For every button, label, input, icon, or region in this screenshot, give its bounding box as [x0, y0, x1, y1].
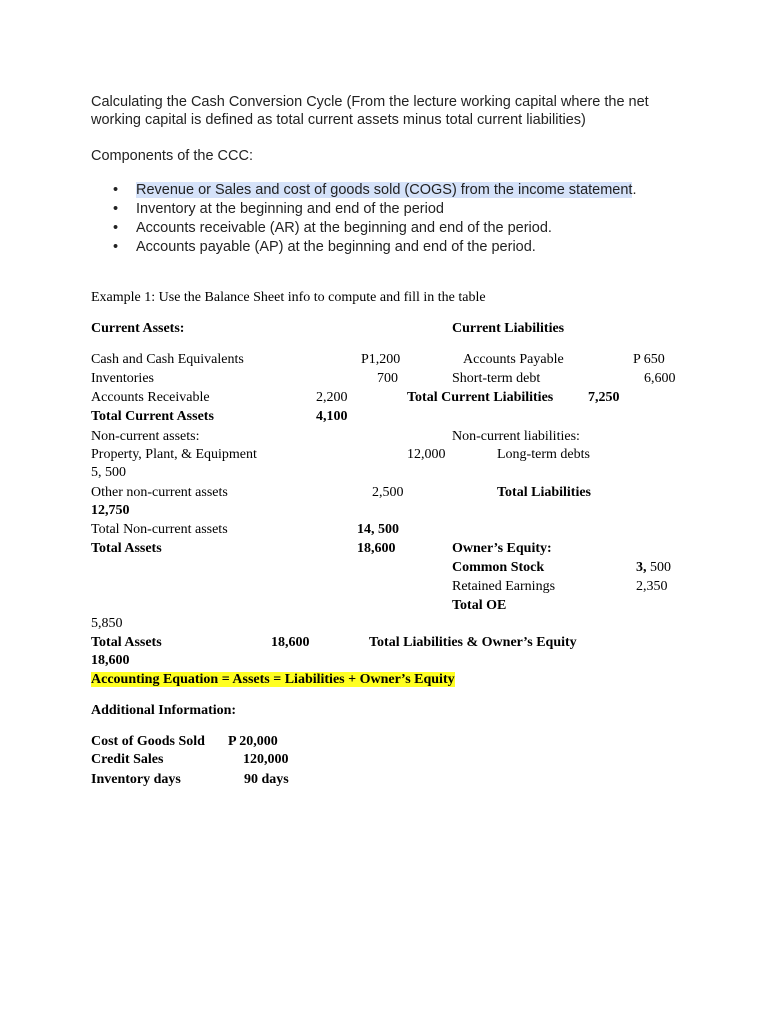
accounting-equation: Accounting Equation = Assets = Liabilities + Owner’s Equity: [91, 672, 455, 687]
common-stock-value: 3, 500: [636, 560, 671, 575]
total-oe-label: Total OE: [452, 598, 507, 613]
short-term-debt-label: Short-term debt: [452, 371, 541, 386]
highlighted-text: Revenue or Sales and cost of goods sold (COGS) from the income statement: [136, 182, 633, 198]
accounts-payable-value: P 650: [633, 352, 665, 367]
other-nca-value: 2,500: [372, 485, 404, 500]
components-list: [91, 181, 637, 257]
inventory-days-value: 90 days: [244, 772, 289, 787]
total-liab-oe-value: 18,600: [91, 653, 130, 668]
summary-total-assets-label: Total Assets: [91, 635, 162, 650]
total-liab-oe-label: Total Liabilities & Owner’s Equity: [369, 635, 577, 650]
retained-earnings-label: Retained Earnings: [452, 579, 556, 594]
list-item: • Revenue or Sales and cost of goods sold (COGS) from the income statement.: [91, 181, 637, 200]
total-assets-value: 18,600: [357, 541, 396, 556]
inventories-value: 700: [377, 371, 398, 386]
cash-label: Cash and Cash Equivalents: [91, 352, 244, 367]
long-term-debts-label: Long-term debts: [497, 447, 590, 462]
ppe-label: Property, Plant, & Equipment: [91, 447, 257, 462]
non-current-assets-label: Non-current assets:: [91, 429, 200, 444]
total-nca-label: Total Non-current assets: [91, 522, 228, 537]
total-current-assets-label: Total Current Assets: [91, 409, 214, 424]
intro-paragraph: [91, 93, 691, 129]
common-stock-label: Common Stock: [452, 560, 545, 575]
credit-sales-value: 120,000: [243, 752, 289, 767]
intro-line-2: working capital is defined as total current assets minus total current liabilities): [91, 112, 586, 128]
current-liabilities-heading: Current Liabilities: [452, 321, 565, 336]
total-assets-label: Total Assets: [91, 541, 162, 556]
current-assets-heading: Current Assets:: [91, 321, 185, 336]
inventory-days-label: Inventory days: [91, 772, 181, 787]
summary-total-assets-value: 18,600: [271, 635, 310, 650]
list-item: • Inventory at the beginning and end of the period: [91, 200, 637, 219]
total-liabilities-label: Total Liabilities: [497, 485, 592, 500]
total-liabilities-value: 12,750: [91, 503, 130, 518]
owners-equity-label: Owner’s Equity:: [452, 541, 552, 556]
list-item: • Accounts payable (AP) at the beginning and end of the period.: [91, 238, 637, 257]
intro-line-1: Calculating the Cash Conversion Cycle (From the lecture working capital where the net: [91, 94, 649, 110]
list-item: • Accounts receivable (AR) at the beginning and end of the period.: [91, 219, 637, 238]
components-heading: Components of the CCC:: [91, 148, 253, 164]
cash-value: P1,200: [361, 352, 401, 367]
other-nca-label: Other non-current assets: [91, 485, 228, 500]
accounts-payable-label: Accounts Payable: [463, 352, 564, 367]
cogs-label: Cost of Goods Sold: [91, 734, 205, 749]
additional-info-heading: Additional Information:: [91, 703, 237, 718]
ar-value: 2,200: [316, 390, 348, 405]
cogs-value: P 20,000: [228, 734, 278, 749]
example-title: Example 1: Use the Balance Sheet info to compute and fill in the table: [91, 290, 486, 305]
long-term-debts-value: 5, 500: [91, 465, 126, 480]
total-oe-value: 5,850: [91, 616, 123, 631]
ar-label: Accounts Receivable: [91, 390, 210, 405]
ppe-value: 12,000: [407, 447, 446, 462]
credit-sales-label: Credit Sales: [91, 752, 164, 767]
inventories-label: Inventories: [91, 371, 154, 386]
total-current-liabilities-value: 7,250: [588, 390, 620, 405]
total-current-liabilities-label: Total Current Liabilities: [407, 390, 554, 405]
total-nca-value: 14, 500: [357, 522, 399, 537]
retained-earnings-value: 2,350: [636, 579, 668, 594]
short-term-debt-value: 6,600: [644, 371, 676, 386]
non-current-liabilities-label: Non-current liabilities:: [452, 429, 580, 444]
total-current-assets-value: 4,100: [316, 409, 348, 424]
